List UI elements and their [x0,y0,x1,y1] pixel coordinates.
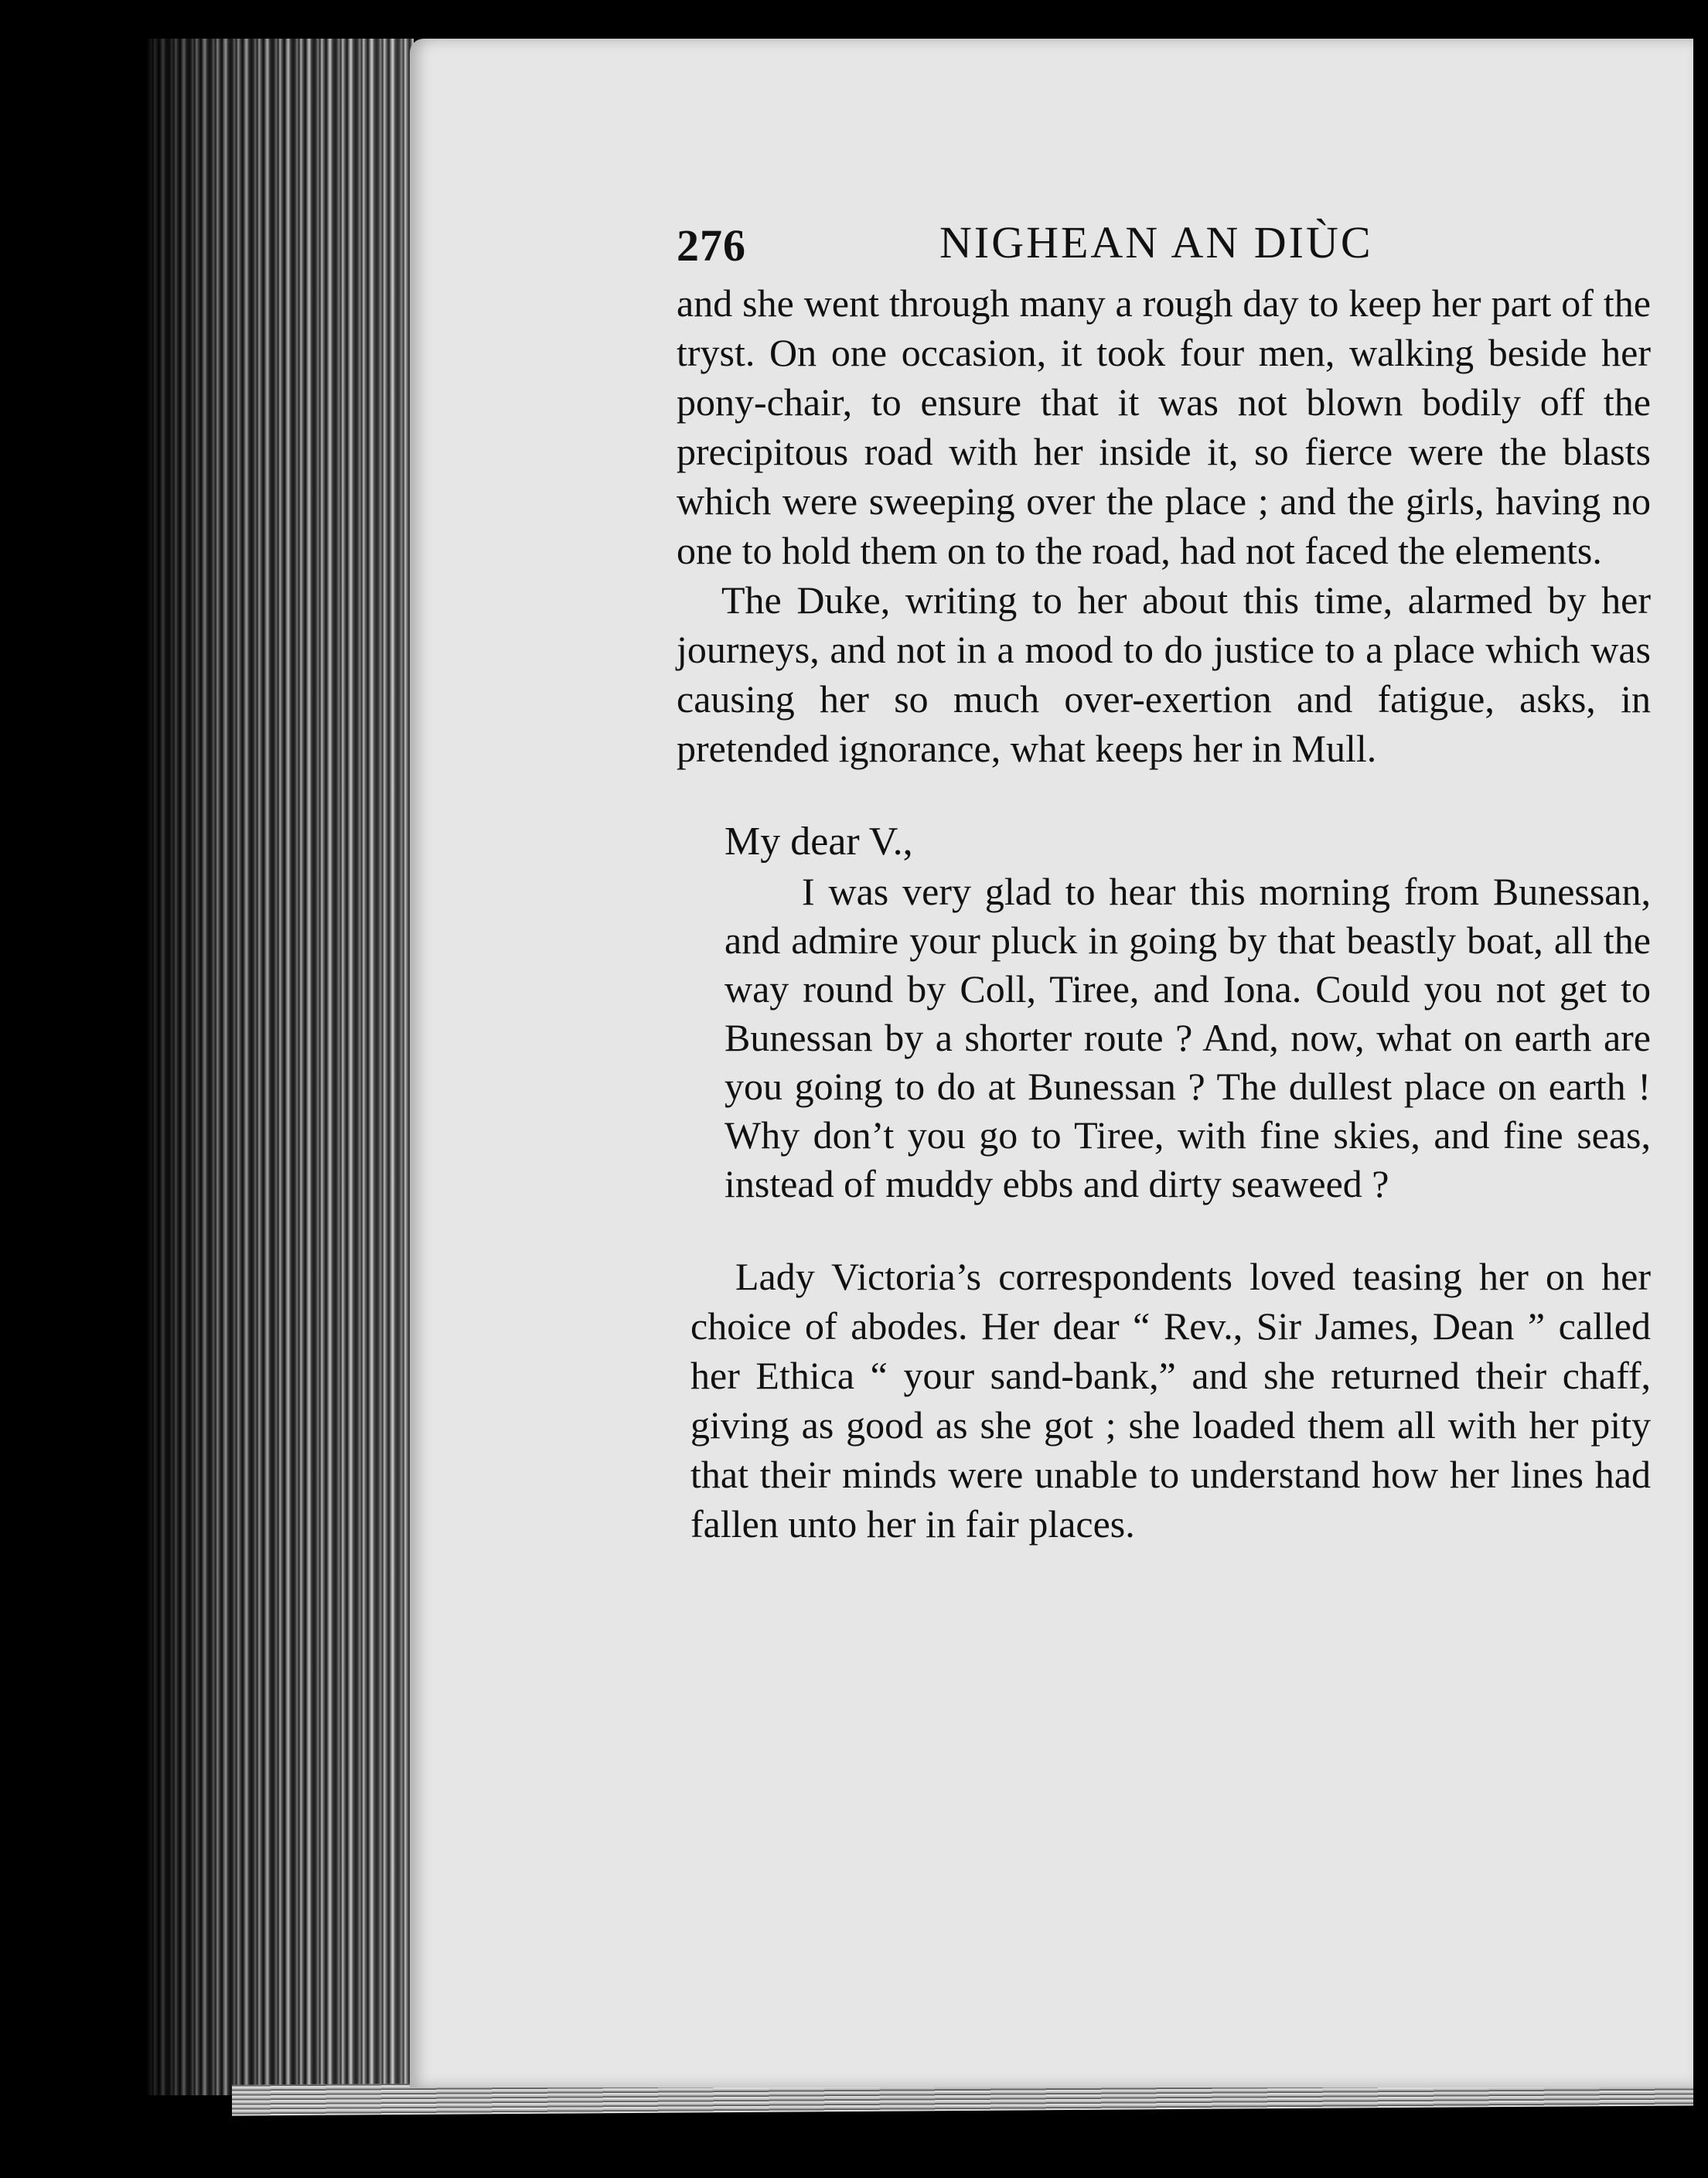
paragraph-duke: The Duke, writing to her about this time, alarmed by her journeys, and not in a mood to do justice to a place which was causing her so much over-exertion and fatigue, asks, in pretended ignorance, what keeps her in Mull. [677,578,1651,770]
page-number: 276 [677,220,746,271]
quoted-letter [677,816,1651,1208]
letter-salutation: My dear V., [724,820,913,864]
fore-edge-shadow [147,39,414,2095]
paragraph-continuation: and she went through many a rough day to keep her part of the tryst. On one occasion, it took four men, walking beside her pony-chair, to ensure that it was not blown bodily off the precipitous road with her inside it, so fierce were the blasts which were sweeping over the place ; and the girls, having no one to hold them on to the road, had not faced the elements. [677,281,1651,572]
closing-block [677,1252,1651,1549]
running-title: NIGHEAN AN DIÙC [939,217,1373,268]
running-head [677,216,1651,278]
letter-body: I was very glad to hear this morning from Bunessan, and admire your pluck in going by that beastly boat, all the way round by Coll, Tiree, and Iona. Could you not get to Bunessan by a shorter route ? And, now, what on earth are you going to do at Bunessan ? The dullest place on earth ! Why don’t you go to Tiree, with fine skies, and fine seas, instead of muddy ebbs and dirty seaweed ? [724,870,1651,1205]
page-text-block [677,216,1651,1549]
paragraph-correspondents: Lady Victoria’s correspondents loved teasing her on her choice of abodes. Her dear “ Rev., Sir James, Dean ” called her Ethica “ your sand-bank,” and she returned their chaff, giving as good as she got ; she loaded them all with her pity that their minds were unable to understand how her lines had fallen unto her in fair places. [690,1255,1651,1546]
